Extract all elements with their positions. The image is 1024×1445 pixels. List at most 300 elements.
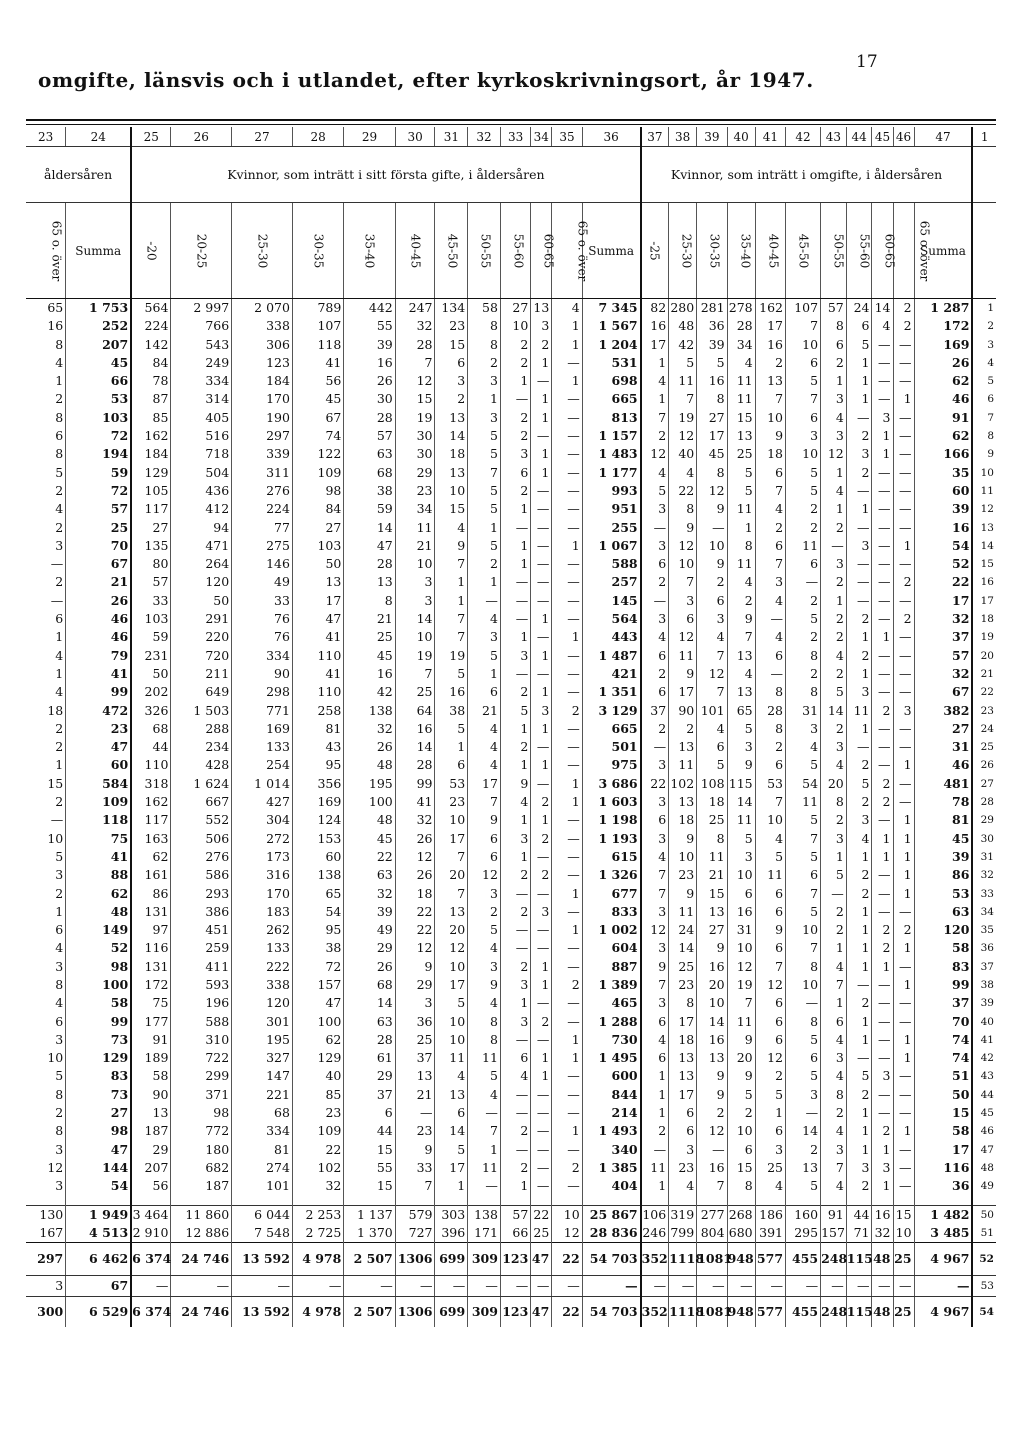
table-cell: 451 [171, 921, 232, 939]
table-cell: 6 [500, 464, 530, 482]
table-cell: 5 [727, 464, 755, 482]
table-cell: 41 [66, 665, 131, 683]
table-cell: 11 [727, 390, 755, 408]
table-cell: 20 [821, 775, 847, 793]
table-cell: 16 [344, 354, 395, 372]
table-cell: 123 [232, 354, 293, 372]
table-cell: — [552, 409, 582, 427]
table-cell: 6 374 [131, 1297, 171, 1328]
table-cell: — [531, 1276, 552, 1297]
table-cell: 1 [531, 720, 552, 738]
table-cell: 33 [131, 592, 171, 610]
age-header [846, 203, 872, 299]
table-cell: 1 [500, 811, 530, 829]
table-cell: 262 [232, 921, 293, 939]
table-cell: 543 [171, 336, 232, 354]
table-row [26, 592, 996, 610]
table-cell: 1 [727, 519, 755, 537]
age-header-label: 45-50 [796, 233, 811, 268]
table-cell: 5 [697, 756, 727, 774]
table-cell: 1 [821, 372, 847, 390]
table-cell: 75 [66, 830, 131, 848]
table-cell: 17 [914, 1141, 972, 1159]
table-cell: — [872, 1049, 893, 1067]
table-cell: 1 [872, 1141, 893, 1159]
table-cell: 254 [232, 756, 293, 774]
table-cell: 2 [531, 866, 552, 884]
table-cell: 6 [786, 409, 821, 427]
table-cell: 73 [66, 1031, 131, 1049]
table-cell: 2 [821, 903, 847, 921]
table-cell: — [893, 427, 914, 445]
table-cell: 107 [786, 299, 821, 318]
table-cell: 248 [821, 1243, 847, 1276]
table-cell: 303 [435, 1205, 468, 1224]
spacer-cell [641, 1196, 669, 1206]
table-cell: 44 [131, 738, 171, 756]
table-cell: 334 [232, 1122, 293, 1140]
table-cell: 604 [582, 939, 640, 957]
table-cell: 4 [669, 1177, 697, 1195]
table-cell: 3 [641, 610, 669, 628]
table-cell: 28 [344, 555, 395, 573]
table-cell: 8 [755, 683, 785, 701]
table-cell: 166 [914, 445, 972, 463]
table-cell: 2 [821, 921, 847, 939]
table-cell: 3 [872, 1067, 893, 1085]
table-cell: 17 [435, 976, 468, 994]
table-cell: 102 [669, 775, 697, 793]
table-cell: 9 [697, 500, 727, 518]
table-cell: 615 [582, 848, 640, 866]
table-cell: 6 [641, 1049, 669, 1067]
table-cell: 91 [821, 1205, 847, 1224]
table-cell: 21 [468, 702, 501, 720]
age-header-label: 35-40 [737, 233, 752, 268]
column-number: 41 [755, 127, 785, 147]
table-cell: 62 [292, 1031, 343, 1049]
table-cell: — [552, 354, 582, 372]
table-cell: — [872, 665, 893, 683]
column-number: 46 [893, 127, 914, 147]
table-row [26, 866, 996, 884]
table-cell: 24 [846, 299, 872, 318]
table-cell: 50 [914, 1086, 972, 1104]
table-cell: 338 [232, 976, 293, 994]
table-cell: 34 [395, 500, 435, 518]
table-cell: 8 [468, 336, 501, 354]
table-cell: 3 [755, 1141, 785, 1159]
table-cell: 8 [468, 1031, 501, 1049]
table-row [26, 555, 996, 573]
table-cell: 7 [435, 555, 468, 573]
table-cell: 2 [500, 683, 530, 701]
table-cell: — [50, 592, 64, 608]
table-cell: 4 967 [914, 1243, 972, 1276]
table-cell: 207 [131, 1159, 171, 1177]
table-cell: 727 [395, 1224, 435, 1243]
table-cell: 72 [66, 482, 131, 500]
table-cell: 4 [821, 409, 847, 427]
table-row [26, 372, 996, 390]
table-cell: 4 [786, 738, 821, 756]
table-cell: — [552, 1276, 582, 1297]
table-cell: 53 [972, 1276, 996, 1297]
table-cell: 13 [669, 1067, 697, 1085]
table-cell: 13 592 [232, 1243, 293, 1276]
age-header-label: 40-45 [408, 233, 423, 268]
table-cell: 298 [232, 683, 293, 701]
table-cell: 1 [872, 958, 893, 976]
table-cell: 27 [972, 775, 996, 793]
table-cell: 13 [669, 738, 697, 756]
table-cell: 46 [914, 390, 972, 408]
table-cell: 84 [292, 500, 343, 518]
table-cell: 13 [669, 793, 697, 811]
table-cell: 3 [468, 628, 501, 646]
table-cell: 3 [395, 573, 435, 591]
table-cell: — [552, 866, 582, 884]
table-cell: 1 [435, 738, 468, 756]
table-cell: 8 [786, 958, 821, 976]
table-cell: 5 [55, 464, 64, 480]
table-cell: 110 [131, 756, 171, 774]
table-cell: 6 [697, 738, 727, 756]
table-cell: — [500, 1104, 530, 1122]
column-number: 40 [727, 127, 755, 147]
table-cell: 2 [500, 958, 530, 976]
table-cell: 28 [972, 793, 996, 811]
table-cell: 78 [131, 372, 171, 390]
table-cell: 564 [131, 299, 171, 318]
table-cell: 465 [582, 994, 640, 1012]
table-cell: 157 [292, 976, 343, 994]
table-cell: 116 [914, 1159, 972, 1177]
table-cell: — [531, 775, 552, 793]
table-cell: 2 [872, 939, 893, 957]
table-cell: 255 [582, 519, 640, 537]
table-cell: 46 [972, 1122, 996, 1140]
table-cell: 22 [552, 1297, 582, 1328]
table-cell: 67 [66, 1276, 131, 1297]
table-cell: 531 [582, 354, 640, 372]
table-cell: 4 [468, 994, 501, 1012]
table-cell: 38 [435, 702, 468, 720]
table-cell: — [552, 1013, 582, 1031]
table-cell: 1 [846, 500, 872, 518]
table-cell: 2 [468, 354, 501, 372]
table-cell: 31 [727, 921, 755, 939]
table-cell: 2 [641, 573, 669, 591]
table-cell: 1 [531, 958, 552, 976]
table-cell: — [552, 390, 582, 408]
table-cell: 1081 [697, 1243, 727, 1276]
table-cell: 6 529 [66, 1297, 131, 1328]
table-cell: 88 [66, 866, 131, 884]
table-cell: — [552, 1141, 582, 1159]
table-cell: 3 [468, 372, 501, 390]
table-cell: 11 860 [171, 1205, 232, 1224]
table-cell: 45 [344, 647, 395, 665]
table-cell: 5 [435, 720, 468, 738]
table-cell: 162 [131, 427, 171, 445]
table-cell: 44 [972, 1086, 996, 1104]
table-cell: 30 [395, 427, 435, 445]
table-cell: 54 703 [582, 1297, 640, 1328]
table-cell: 162 [131, 793, 171, 811]
table-cell: 7 [641, 409, 669, 427]
table-cell: 3 [55, 867, 64, 883]
table-cell: 2 [846, 610, 872, 628]
table-cell: 13 [669, 1049, 697, 1067]
table-cell: — [531, 665, 552, 683]
table-cell: 9 [641, 958, 669, 976]
table-cell: 1 624 [171, 775, 232, 793]
table-cell: 4 [821, 1122, 847, 1140]
table-cell: 6 374 [131, 1243, 171, 1276]
age-header-label: 25-30 [679, 233, 694, 268]
table-cell: 4 [435, 1067, 468, 1085]
table-cell: 27 [292, 519, 343, 537]
table-cell: 280 [669, 299, 697, 318]
table-cell: 59 [344, 500, 395, 518]
table-cell: 4 [641, 464, 669, 482]
table-cell: 12 [641, 921, 669, 939]
table-cell: 7 [697, 683, 727, 701]
table-row [26, 976, 996, 994]
table-cell: 10 [435, 811, 468, 829]
table-cell: 133 [232, 939, 293, 957]
table-cell: 9 [395, 1141, 435, 1159]
table-cell: — [786, 1104, 821, 1122]
table-cell: — [50, 812, 64, 828]
spacer-cell [500, 1196, 530, 1206]
table-cell: 501 [582, 738, 640, 756]
table-cell: 15 [727, 409, 755, 427]
table-cell: 8 [972, 427, 996, 445]
table-cell: 5 [786, 1031, 821, 1049]
table-cell: 49 [232, 573, 293, 591]
age-header-label: 30-35 [311, 233, 326, 268]
table-cell: 2 [641, 665, 669, 683]
age-header-label: 65 o. över [49, 220, 64, 281]
table-cell: 91 [131, 1031, 171, 1049]
age-header [171, 203, 232, 299]
table-cell: 677 [582, 885, 640, 903]
table-cell: — [669, 1276, 697, 1297]
table-cell: 79 [66, 647, 131, 665]
table-cell: 4 967 [914, 1297, 972, 1328]
age-header-label: 60-65 [541, 233, 556, 268]
table-cell: 6 [755, 756, 785, 774]
table-cell: 7 [395, 1177, 435, 1195]
table-cell: — [697, 1276, 727, 1297]
table-cell: — [531, 1031, 552, 1049]
table-cell: 221 [232, 1086, 293, 1104]
table-cell: 11 [435, 1049, 468, 1067]
table-cell: 28 836 [582, 1224, 640, 1243]
table-cell: 1 [846, 1104, 872, 1122]
column-number: 42 [786, 127, 821, 147]
table-row [26, 1013, 996, 1031]
table-cell: 183 [232, 903, 293, 921]
table-cell: 17 [641, 336, 669, 354]
table-cell: 2 [821, 610, 847, 628]
table-cell: 5 [468, 921, 501, 939]
table-cell: 1 [468, 665, 501, 683]
table-cell: 9 [669, 830, 697, 848]
table-row [26, 573, 996, 591]
table-cell: — [893, 409, 914, 427]
table-cell: 14 [344, 994, 395, 1012]
table-cell: 1 [846, 921, 872, 939]
table-cell: 95 [292, 756, 343, 774]
table-cell: 1 204 [582, 336, 640, 354]
table-cell: 78 [914, 793, 972, 811]
table-cell: 481 [914, 775, 972, 793]
table-row [26, 958, 996, 976]
table-row [26, 830, 996, 848]
table-cell: 82 [641, 299, 669, 318]
table-cell: 129 [292, 1049, 343, 1067]
table-cell: 16 [755, 336, 785, 354]
table-cell: 7 [821, 976, 847, 994]
table-cell: 275 [232, 537, 293, 555]
table-cell: 396 [435, 1224, 468, 1243]
table-cell: 5 [727, 830, 755, 848]
table-cell: 9 [755, 427, 785, 445]
table-cell: 1 603 [582, 793, 640, 811]
table-cell: 6 [755, 1013, 785, 1031]
table-cell: 1 288 [582, 1013, 640, 1031]
table-cell: 50 [292, 555, 343, 573]
table-cell: 18 [755, 445, 785, 463]
table-cell: 13 [697, 903, 727, 921]
table-cell: 186 [755, 1205, 785, 1224]
table-cell: 6 [669, 610, 697, 628]
table-cell: 85 [131, 409, 171, 427]
table-cell: 338 [232, 317, 293, 335]
table-cell: 1 [552, 1122, 582, 1140]
table-cell: 3 [972, 336, 996, 354]
table-cell: — [395, 1104, 435, 1122]
table-cell: 1 [531, 610, 552, 628]
table-cell: 665 [582, 390, 640, 408]
table-cell: — [531, 482, 552, 500]
table-cell: 272 [232, 830, 293, 848]
spacer-cell [846, 1196, 872, 1206]
table-cell: 887 [582, 958, 640, 976]
table-cell: 6 [669, 1122, 697, 1140]
table-cell: — [552, 1067, 582, 1085]
column-number: 35 [552, 127, 582, 147]
table-cell: — [531, 628, 552, 646]
table-cell: 62 [66, 885, 131, 903]
table-cell: 1 [641, 1067, 669, 1085]
table-cell: 6 [755, 1122, 785, 1140]
table-cell: 8 [786, 683, 821, 701]
table-cell: 11 [727, 372, 755, 390]
table-cell: 145 [582, 592, 640, 610]
table-cell: 766 [171, 317, 232, 335]
table-cell: 10 [893, 1224, 914, 1243]
table-cell: — [846, 976, 872, 994]
table-cell: 21 [395, 537, 435, 555]
table-cell: 579 [395, 1205, 435, 1224]
table-cell: 12 [395, 372, 435, 390]
table-cell: 293 [171, 885, 232, 903]
table-cell: 20 [727, 1049, 755, 1067]
spacer-cell [232, 1196, 293, 1206]
table-cell: 36 [395, 1013, 435, 1031]
table-cell: 98 [66, 958, 131, 976]
table-cell: 3 [669, 592, 697, 610]
table-cell: 1306 [395, 1297, 435, 1328]
table-cell: 28 [727, 317, 755, 335]
table-cell: 2 [846, 866, 872, 884]
table-cell: — [893, 592, 914, 610]
table-cell: 3 [786, 720, 821, 738]
age-header-label: -25 [647, 240, 662, 261]
table-cell: 844 [582, 1086, 640, 1104]
table-cell: 2 [468, 903, 501, 921]
table-cell: 7 [435, 848, 468, 866]
table-cell: 57 [131, 573, 171, 591]
table-cell: 3 [846, 811, 872, 829]
table-cell: — [552, 738, 582, 756]
table-cell: 45 [972, 1104, 996, 1122]
table-cell: — [552, 573, 582, 591]
table-cell: 3 [641, 793, 669, 811]
table-cell: 10 [669, 848, 697, 866]
table-cell: 53 [914, 885, 972, 903]
table-cell: — [893, 555, 914, 573]
table-cell: 2 [641, 1122, 669, 1140]
table-cell: — [872, 683, 893, 701]
table-cell: 682 [171, 1159, 232, 1177]
table-cell: — [893, 519, 914, 537]
table-cell: 405 [171, 409, 232, 427]
age-header [26, 203, 66, 299]
table-cell: 9 [697, 1086, 727, 1104]
table-cell: 56 [292, 372, 343, 390]
table-cell: 10 [755, 409, 785, 427]
table-cell: — [872, 464, 893, 482]
table-cell: 975 [582, 756, 640, 774]
table-cell: 3 [893, 702, 914, 720]
age-header [669, 203, 697, 299]
table-cell: 9 [468, 811, 501, 829]
table-cell: 1 [846, 628, 872, 646]
table-cell: 3 [468, 958, 501, 976]
table-cell: 6 [669, 1104, 697, 1122]
table-cell: 1 [531, 976, 552, 994]
column-number: 1 [972, 127, 996, 147]
table-cell: 7 [395, 354, 435, 372]
table-cell: 5 [669, 354, 697, 372]
table-cell: 11 [786, 537, 821, 555]
table-cell: 1 [468, 573, 501, 591]
table-cell: 53 [755, 775, 785, 793]
table-cell: 10 [435, 1013, 468, 1031]
table-cell: 3 [641, 756, 669, 774]
table-cell: 12 [641, 445, 669, 463]
table-cell: 169 [914, 336, 972, 354]
table-cell: 1 [893, 848, 914, 866]
table-cell: 15 [344, 1177, 395, 1195]
table-cell: — [755, 610, 785, 628]
table-cell: 6 [786, 354, 821, 372]
